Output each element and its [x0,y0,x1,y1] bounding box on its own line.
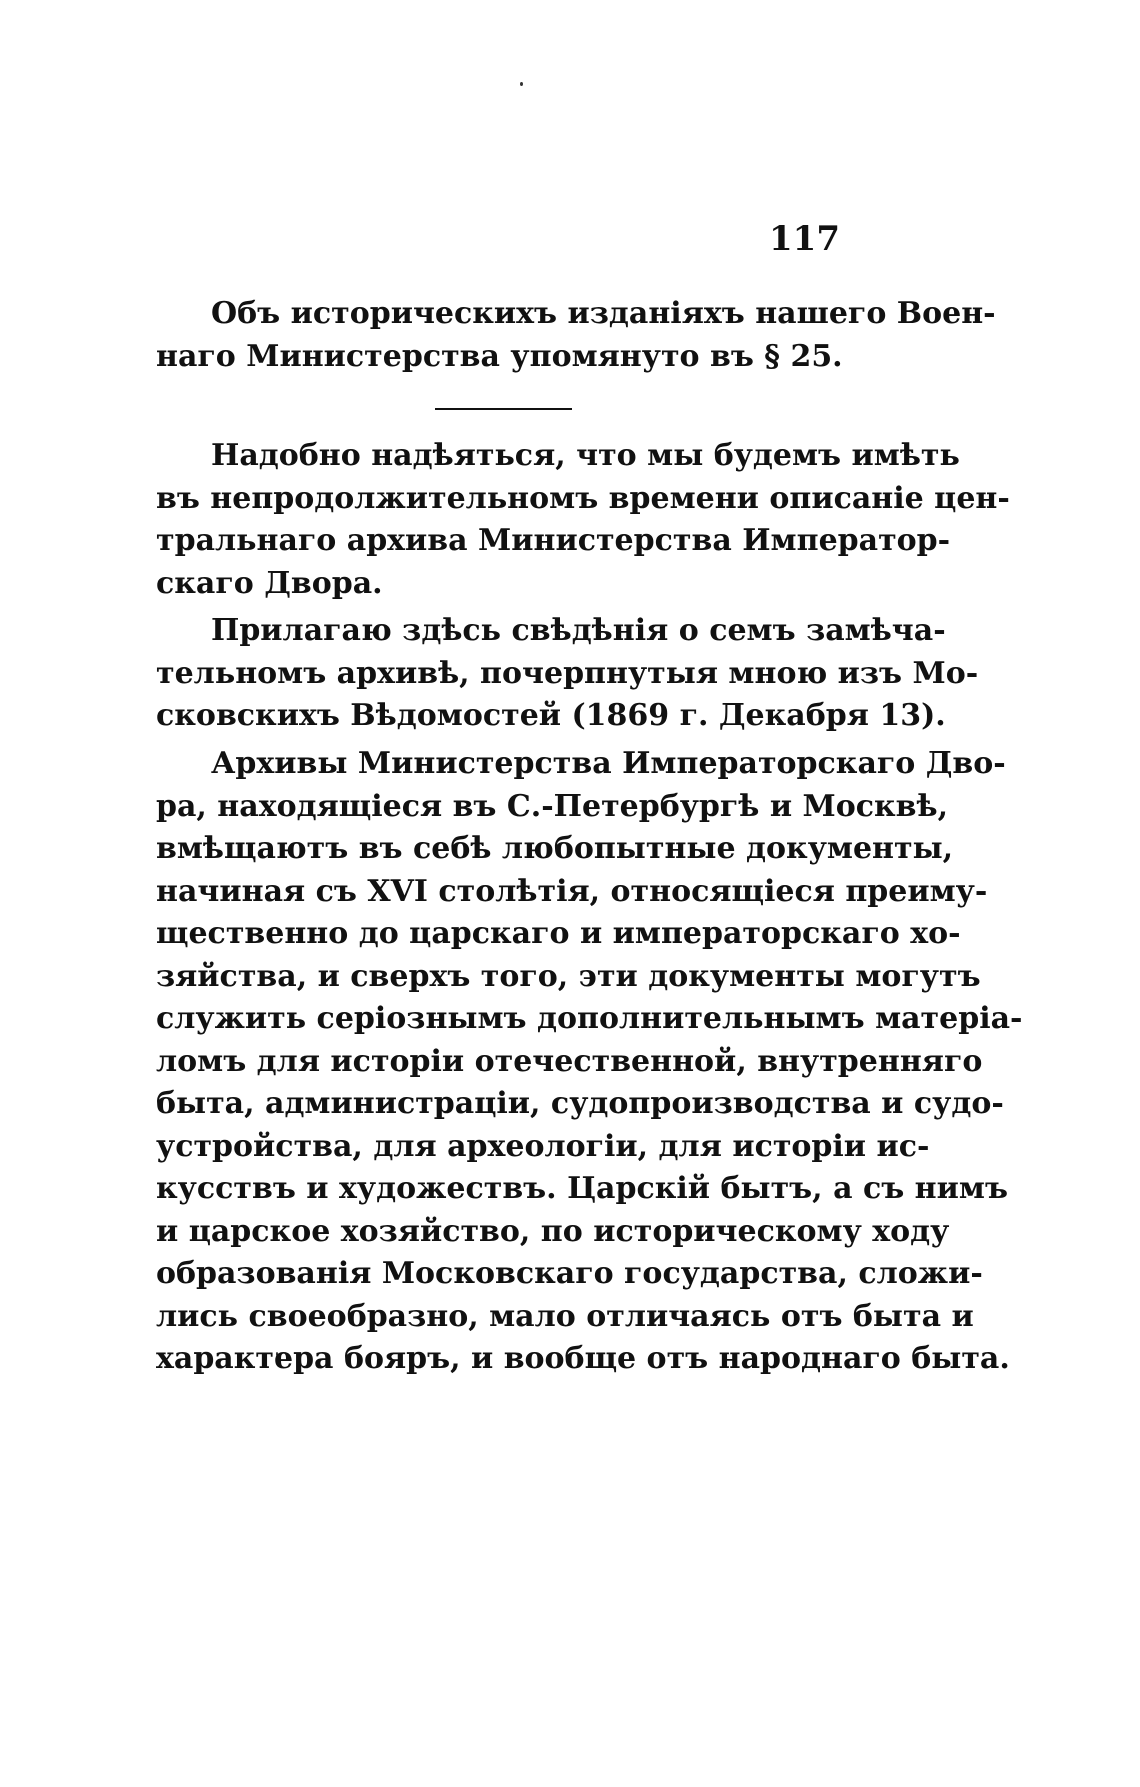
text-line: Надобно надѣяться, что мы будемъ имѣть [211,438,960,473]
text-line: Прилагаю здѣсь свѣдѣнія о семъ замѣча- [211,613,946,648]
text-line: Объ историческихъ изданіяхъ нашего Воен- [211,296,996,331]
text-line: и царское хозяйство, по историческому ходу [156,1213,950,1249]
text-line: сковскихъ Вѣдомостей (1869 г. Декабря 13). [156,698,946,733]
text-line: вмѣщаютъ въ себѣ любопытные документы, [156,831,954,866]
text-line: зяйства, и сверхъ того, эти документы могутъ [156,958,981,994]
paper-speck [520,82,523,86]
text-line: лись своеобразно, мало отличаясь отъ быта и [156,1298,974,1334]
text-line: въ непродолжительномъ времени описаніе цен- [156,480,1010,516]
paragraph-military-ministry [156,293,996,378]
text-line: щественно до царскаго и императорскаго хо- [156,916,961,951]
paragraph-archives-description [156,743,1023,1381]
paragraph-central-archive [156,435,1010,605]
section-divider [435,408,572,410]
text-line: быта, администраціи, судопроизводства и судо- [156,1086,1004,1121]
text-line: кусствъ и художествъ. Царскій бытъ, а съ нимъ [156,1171,1008,1206]
text-line: ра, находящіеся въ С.-Петербургѣ и Москвѣ, [156,788,949,824]
text-line: тральнаго архива Министерства Император- [156,523,951,558]
text-line: Архивы Министерства Императорскаго Дво- [211,746,1006,781]
paragraph-source-note [156,610,979,738]
page-number: 117 [769,219,840,259]
text-line: наго Министерства упомянуто въ § 25. [156,338,843,374]
text-line: образованія Московскаго государства, сложи- [156,1256,983,1291]
text-line: начиная съ XVI столѣтія, относящіеся преиму- [156,873,988,909]
text-line: устройства, для археологіи, для исторіи ис- [156,1128,930,1164]
text-line: ломъ для исторіи отечественной, внутренняго [156,1043,983,1079]
text-line: скаго Двора. [156,565,383,601]
text-line: характера бояръ, и вообще отъ народнаго быта. [156,1341,1010,1376]
text-line: служить серіознымъ дополнительнымъ матеріа- [156,1001,1023,1036]
text-line: тельномъ архивѣ, почерпнутыя мною изъ Мо- [156,655,979,691]
